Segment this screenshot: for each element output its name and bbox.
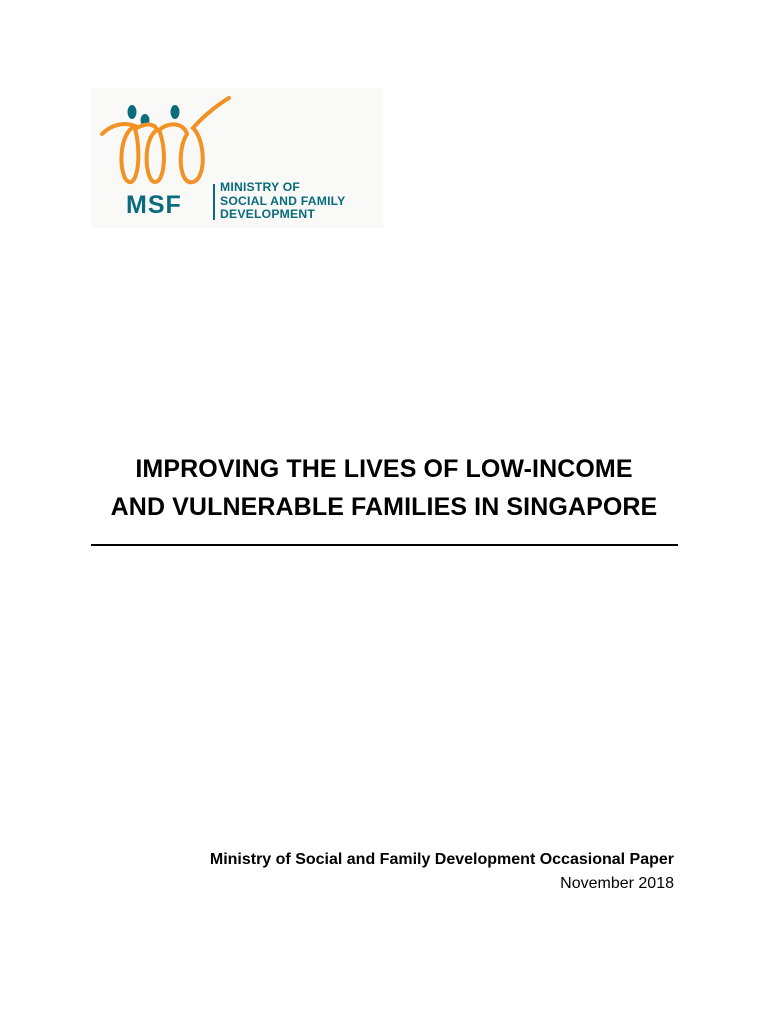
paper-type: Ministry of Social and Family Development Occasional Paper bbox=[209, 851, 674, 868]
title-line-1: IMPROVING THE LIVES OF LOW-INCOME bbox=[135, 455, 633, 483]
document-title bbox=[60, 450, 708, 526]
publication-date: November 2018 bbox=[560, 875, 674, 892]
msf-logo bbox=[91, 88, 383, 228]
logo-head-3 bbox=[171, 105, 180, 119]
logo-name-line: SOCIAL AND FAMILY bbox=[220, 193, 346, 208]
logo-acronym: MSF bbox=[126, 191, 182, 219]
logo-swirl bbox=[102, 98, 229, 182]
logo-divider bbox=[213, 184, 215, 220]
family-swirl-logo-icon bbox=[97, 94, 237, 194]
title-underline-divider bbox=[91, 544, 678, 546]
logo-name-line: DEVELOPMENT bbox=[220, 207, 315, 221]
publication-info bbox=[210, 848, 674, 896]
logo-name-line: MINISTRY OF bbox=[220, 180, 301, 194]
logo-head-1 bbox=[128, 105, 137, 119]
title-line-2: AND VULNERABLE FAMILIES IN SINGAPORE bbox=[110, 493, 658, 521]
logo-ministry-name bbox=[220, 181, 346, 222]
